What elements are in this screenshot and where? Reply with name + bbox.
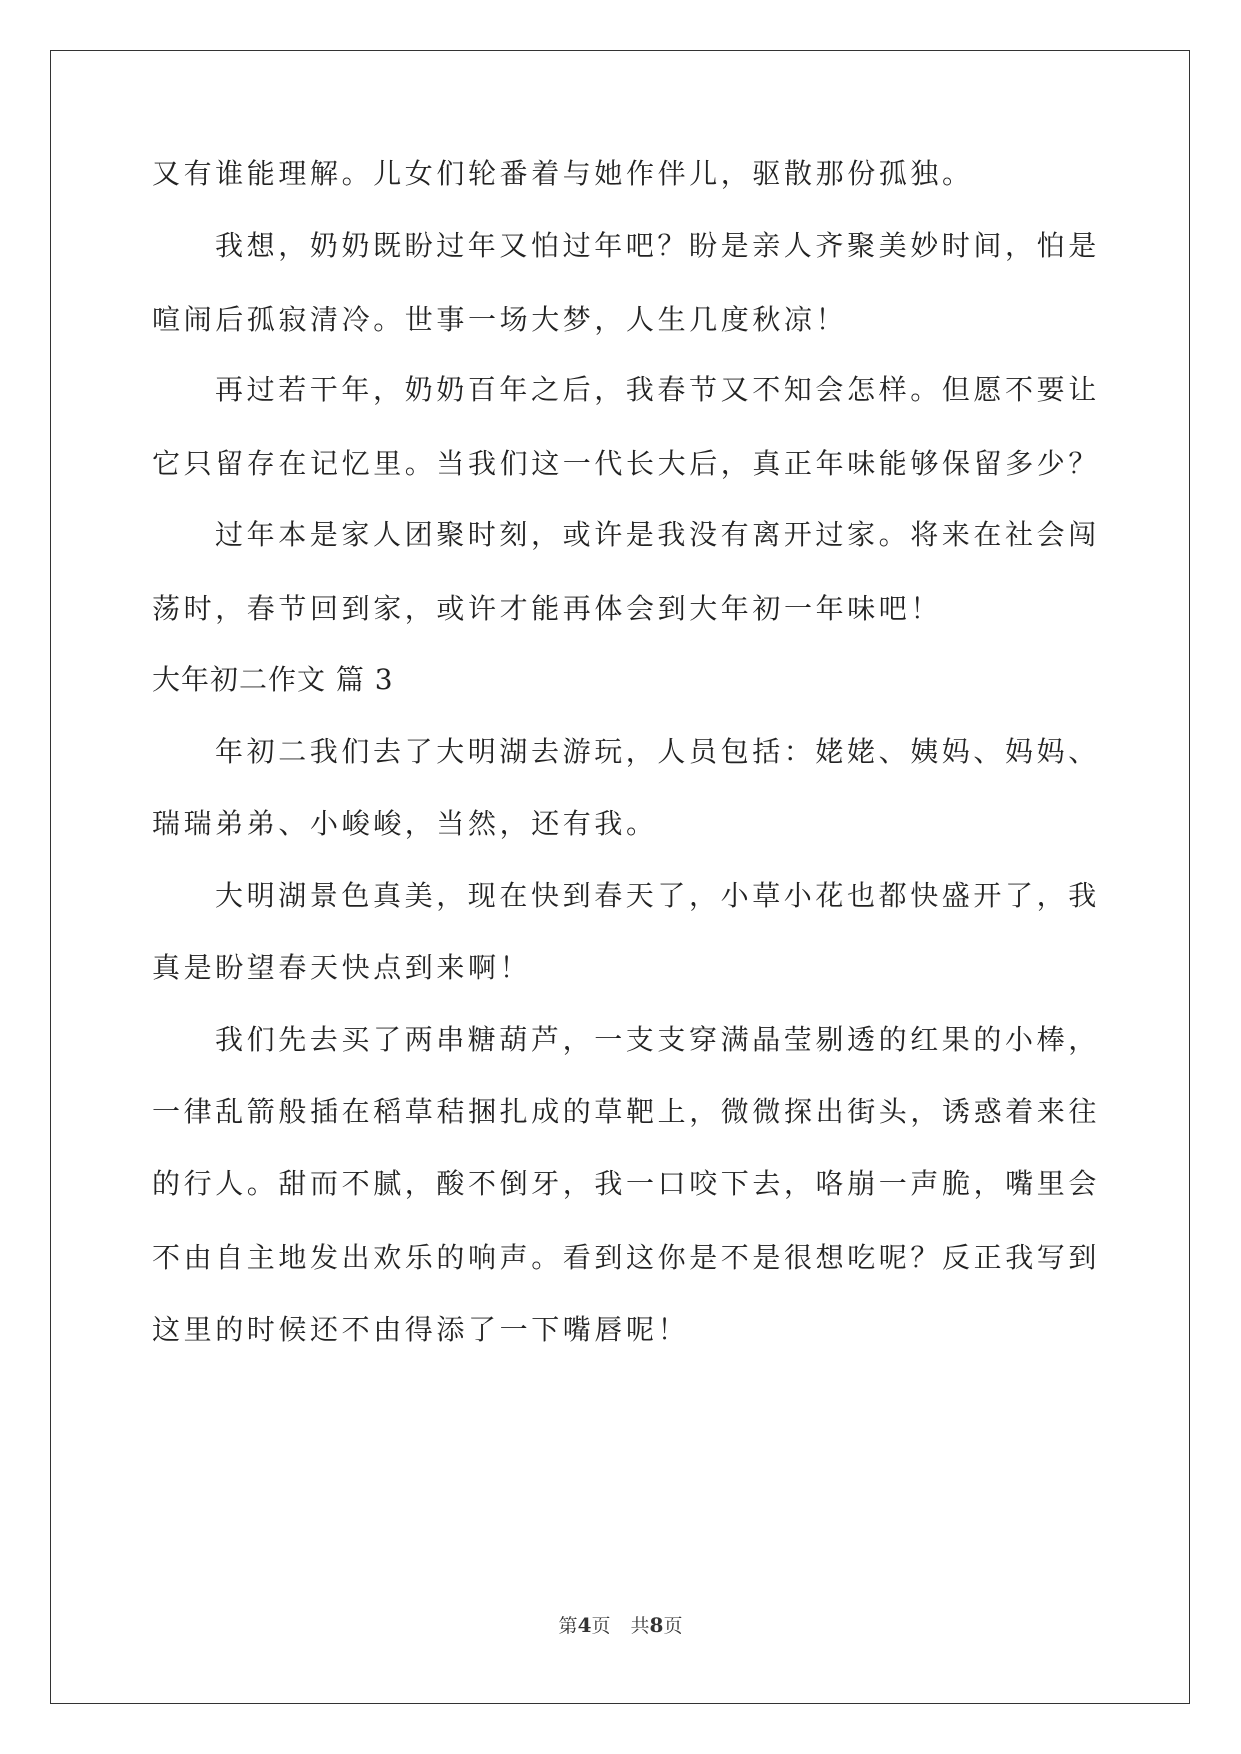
- paragraph-first-line: 大明湖景色真美，现在快到春天了，小草小花也都快盛开了，我: [215, 879, 1100, 912]
- footer-page-label: 页: [591, 1615, 611, 1637]
- body-line: 的行人。甜而不腻，酸不倒牙，我一口咬下去，咯崩一声脆，嘴里会: [152, 1167, 1101, 1200]
- paragraph-first-line: 我想，奶奶既盼过年又怕过年吧？盼是亲人齐聚美妙时间，怕是: [215, 229, 1100, 262]
- paragraph-first-line: 年初二我们去了大明湖去游玩，人员包括：姥姥、姨妈、妈妈、: [215, 735, 1100, 768]
- body-line: 一律乱箭般插在稻草秸捆扎成的草靶上，微微探出街头，诱惑着来往: [152, 1095, 1101, 1128]
- body-line: 又有谁能理解。儿女们轮番着与她作伴儿，驱散那份孤独。: [152, 157, 974, 190]
- footer-total-prefix: 共: [630, 1615, 650, 1637]
- total-pages-number: 8: [649, 1613, 664, 1637]
- body-line: 这里的时候还不由得添了一下嘴唇呢！: [152, 1313, 690, 1346]
- body-line: 荡时，春节回到家，或许才能再体会到大年初一年味吧！: [152, 592, 943, 625]
- page-footer: [0, 1613, 1241, 1638]
- section-heading: 大年初二作文 篇 3: [152, 663, 394, 696]
- body-line: 不由自主地发出欢乐的响声。看到这你是不是很想吃呢？反正我写到: [152, 1241, 1101, 1274]
- body-line: 它只留存在记忆里。当我们这一代长大后，真正年味能够保留多少？: [152, 447, 1101, 480]
- paragraph-first-line: 我们先去买了两串糖葫芦，一支支穿满晶莹剔透的红果的小棒，: [215, 1023, 1100, 1056]
- body-line: 喧闹后孤寂清冷。世事一场大梦，人生几度秋凉！: [152, 303, 848, 336]
- current-page-number: 4: [577, 1613, 592, 1637]
- paragraph-first-line: 再过若干年，奶奶百年之后，我春节又不知会怎样。但愿不要让: [215, 373, 1100, 406]
- footer-prefix: 第: [558, 1615, 578, 1637]
- footer-suffix: 页: [663, 1615, 683, 1637]
- body-line: 真是盼望春天快点到来啊！: [152, 951, 532, 984]
- body-line: 瑞瑞弟弟、小峻峻，当然，还有我。: [152, 807, 658, 840]
- paragraph-first-line: 过年本是家人团聚时刻，或许是我没有离开过家。将来在社会闯: [215, 518, 1100, 551]
